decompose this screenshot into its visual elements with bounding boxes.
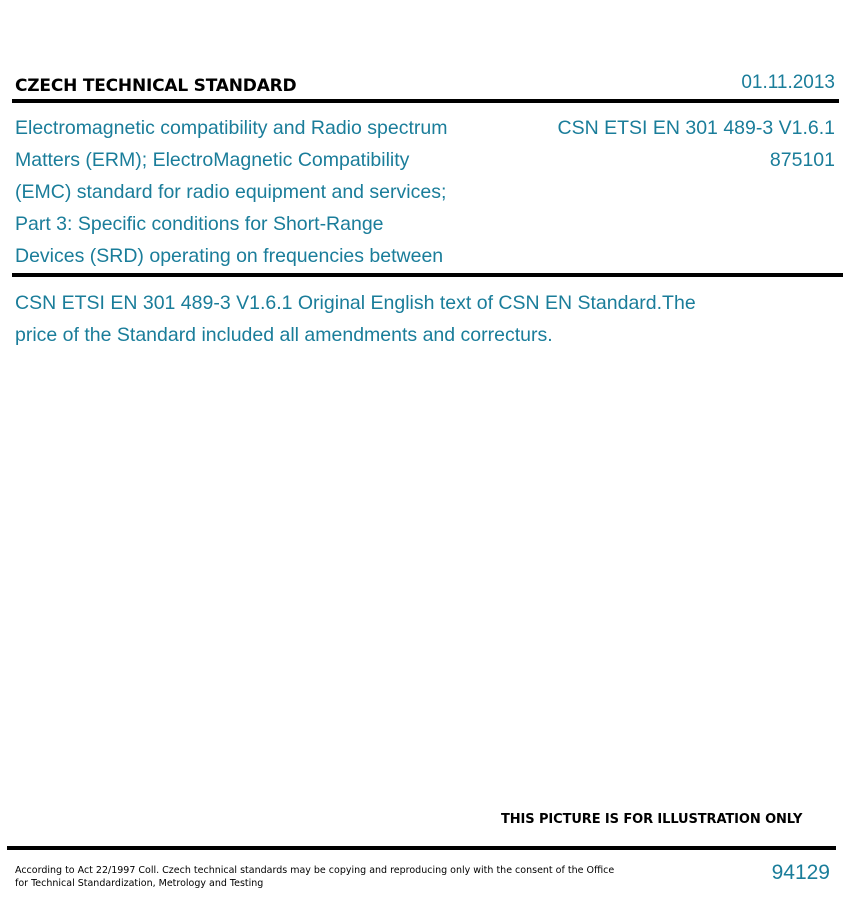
standard-designation: CSN ETSI EN 301 489-3 V1.6.1: [557, 117, 835, 139]
title-line: Devices (SRD) operating on frequencies between: [15, 245, 444, 267]
standard-description: [15, 287, 815, 351]
title-divider: [12, 273, 843, 277]
header-divider: [12, 99, 839, 103]
document-code: 94129: [771, 861, 830, 884]
footer-divider: [7, 846, 836, 850]
title-line: Matters (ERM); ElectroMagnetic Compatibility: [15, 149, 410, 171]
legal-notice-line: for Technical Standardization, Metrology and Testing: [15, 878, 264, 889]
legal-notice-line: According to Act 22/1997 Coll. Czech technical standards may be copying and reproducing only with the consent of the Office: [15, 865, 615, 876]
standard-title: [15, 112, 505, 272]
catalog-number: 875101: [769, 149, 835, 171]
illustration-disclaimer: THIS PICTURE IS FOR ILLUSTRATION ONLY: [501, 812, 803, 827]
title-line: (EMC) standard for radio equipment and services;: [15, 181, 447, 203]
title-line: Part 3: Specific conditions for Short-Range: [15, 213, 384, 235]
document-type-label: CZECH TECHNICAL STANDARD: [15, 76, 297, 96]
title-line: Electromagnetic compatibility and Radio spectrum: [15, 117, 448, 139]
publication-date: 01.11.2013: [741, 72, 835, 93]
description-line: price of the Standard included all amendments and correcturs.: [15, 324, 553, 346]
standard-identifiers: [558, 112, 835, 176]
legal-notice: [15, 864, 615, 890]
description-line: CSN ETSI EN 301 489-3 V1.6.1 Original English text of CSN EN Standard.The: [15, 292, 696, 314]
